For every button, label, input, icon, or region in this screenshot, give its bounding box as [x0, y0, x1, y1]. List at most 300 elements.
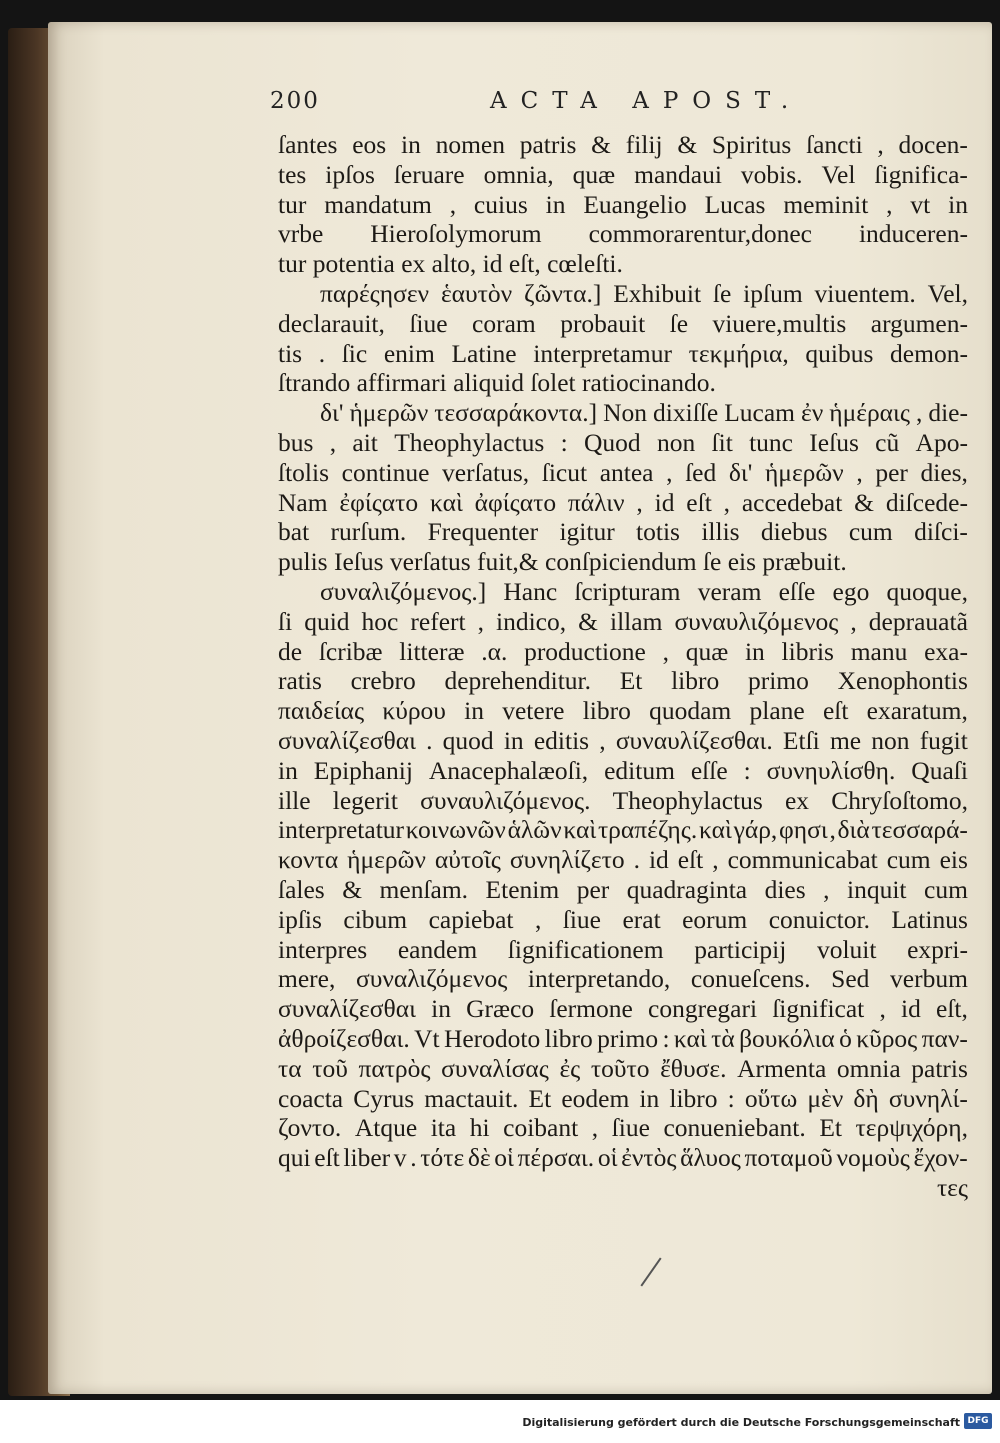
word: Hieroſolymorum [370, 219, 542, 249]
body-text [278, 130, 968, 1203]
word: Frequenter [427, 517, 539, 547]
word: Exhibuit [613, 278, 702, 308]
text-line [278, 160, 968, 190]
word: primo [597, 1023, 659, 1053]
word: Herodoto [443, 1023, 541, 1053]
word: diebus [760, 517, 828, 547]
word: coram [472, 308, 536, 338]
word: editis [533, 725, 590, 755]
text-line [278, 398, 968, 428]
word: γάρ, [733, 815, 778, 845]
word: οἱ [494, 1143, 514, 1173]
word: ἐς [559, 1053, 581, 1083]
word: mere, [278, 964, 336, 994]
catchword: τες [936, 1172, 968, 1202]
word: Nam [278, 487, 328, 517]
word: δι' [320, 398, 344, 428]
word: eorum [682, 904, 748, 934]
word: ἅλυος [680, 1143, 741, 1173]
word: , [856, 457, 863, 487]
word: , [877, 130, 884, 159]
word: ſignifica- [874, 159, 968, 189]
word: exa- [924, 636, 968, 666]
word: ἡμερῶν [347, 845, 426, 875]
text-line [278, 428, 968, 458]
word: patris [911, 1053, 968, 1083]
word: ita [430, 1113, 457, 1143]
word: : [727, 1083, 735, 1113]
word: Quaſi [911, 755, 968, 785]
word: νομοὺς [836, 1143, 910, 1173]
word: quid [304, 606, 350, 636]
word: fugit [919, 725, 968, 755]
word: , [636, 487, 643, 517]
word: id [648, 845, 669, 875]
text-line: ſtrando affirmari aliquid ſolet ratiocinando. [278, 368, 716, 398]
word: .α. [481, 636, 508, 666]
word: ſantes [278, 130, 338, 159]
word: per [875, 457, 908, 487]
word: Vt [414, 1023, 440, 1053]
word: viuere,multis [712, 308, 847, 338]
word: , [829, 815, 836, 845]
word: & [578, 606, 598, 636]
word: Vel, [927, 278, 968, 308]
word: δὲ [467, 1143, 491, 1173]
word: plane [749, 696, 805, 726]
word: & [677, 130, 698, 159]
word: τεσσαρά- [871, 815, 968, 845]
text-line [278, 696, 968, 726]
word: interpretando, [527, 964, 671, 994]
word: refert [410, 606, 466, 636]
word: Epiphanij [313, 755, 413, 785]
word: Theophylactus [394, 427, 545, 457]
word: τεσσαράκοντα.] [434, 398, 598, 428]
word: οὕτω [744, 1083, 798, 1113]
word: omnia [836, 1053, 901, 1083]
word: nomen [435, 130, 505, 159]
word: ſe [712, 278, 732, 308]
text-line [278, 875, 968, 905]
word: συναυλιζόμενος [674, 606, 839, 636]
word: diſcede- [885, 487, 968, 517]
text-line [278, 1113, 968, 1143]
word: Latine [451, 338, 517, 368]
word: , [477, 606, 484, 636]
word: τὰ [711, 1023, 735, 1053]
word: cum [848, 517, 893, 547]
text-line [278, 1084, 968, 1114]
word: in [744, 636, 765, 666]
word: qui [278, 1143, 311, 1173]
word: ſiue [409, 308, 448, 338]
word: ἑαυτὸν [440, 278, 513, 308]
word: eſſe [690, 755, 728, 785]
word: quadraginta [626, 874, 748, 904]
word: συναλιζόμενος.] [320, 576, 487, 606]
word: interpretamur [533, 338, 673, 368]
word: ἔχον- [913, 1143, 968, 1173]
word: in [278, 755, 298, 785]
word: ſermone [549, 994, 633, 1024]
word: συναλίσας [441, 1053, 549, 1083]
word: ζῶντα.] [524, 278, 602, 308]
word: quibus [805, 338, 874, 368]
text-line [278, 488, 968, 518]
word: , [712, 845, 719, 875]
text-line [278, 607, 968, 637]
word: Spiritus [711, 130, 792, 159]
word: συναλιζόμενος [355, 964, 508, 994]
word: tes [278, 159, 307, 189]
word: conuictor. [768, 904, 870, 934]
word: Et [619, 666, 643, 696]
word: Non [603, 398, 648, 428]
text-line [278, 339, 968, 369]
word: bus [278, 427, 314, 457]
word: eſſe [778, 576, 816, 606]
word: eſt [686, 487, 712, 517]
word: cuius [473, 189, 528, 219]
word: κοντα [278, 845, 339, 875]
dfg-logo: DFG [964, 1413, 992, 1429]
word: quæ [572, 159, 616, 189]
word: in [503, 725, 524, 755]
word: eſt, [936, 994, 968, 1024]
word: πάλιν [567, 487, 625, 517]
word: rurſum. [330, 517, 407, 547]
word: τερψιχόρη, [855, 1113, 968, 1143]
word: eodem [561, 1083, 630, 1113]
word: ἐν [801, 398, 824, 428]
word: Atque [354, 1113, 418, 1143]
word: ὁ [839, 1023, 852, 1053]
word: eſt [677, 845, 704, 875]
word: ſignificat [772, 994, 865, 1024]
word: libris [781, 636, 834, 666]
word: συνηλίζετο [509, 845, 625, 875]
word: veram [697, 576, 762, 606]
word: παρέςησεν [320, 278, 430, 308]
word: vt [910, 189, 931, 219]
word: τοῦ [312, 1053, 348, 1083]
word: , [599, 725, 606, 755]
word: & [854, 487, 874, 517]
footer-bar [0, 1400, 1000, 1443]
word: Latinus [891, 904, 968, 934]
word: Quod [584, 427, 641, 457]
word: enim [383, 338, 435, 368]
word: αὐτοῖς [434, 845, 501, 875]
word: continue [341, 457, 430, 487]
text-line [278, 905, 968, 935]
word: hi [469, 1113, 490, 1143]
word: ἁλῶν [507, 815, 562, 845]
word: ſicut [541, 457, 588, 487]
word: ſignificationem [507, 934, 664, 964]
word: , [591, 1113, 599, 1143]
word: τα [278, 1053, 302, 1083]
word: , [666, 457, 673, 487]
word: eis [939, 845, 968, 875]
text-line [278, 577, 968, 607]
text-line [278, 994, 968, 1024]
word: legerit [332, 785, 398, 815]
word: crebro [350, 666, 416, 696]
word: , [329, 427, 337, 457]
word: non [871, 725, 910, 755]
word: φησι [779, 815, 828, 845]
word: interpres [278, 934, 368, 964]
word: καὶ [673, 1023, 707, 1053]
word: Græco [466, 994, 535, 1024]
word: ſancti [806, 130, 863, 159]
running-title: ACTA APOST. [490, 88, 803, 114]
text-line [278, 666, 968, 696]
word: meminit [783, 189, 869, 219]
word: ſe [669, 308, 689, 338]
text-line [278, 1143, 968, 1173]
page-number: 200 [270, 88, 320, 114]
word: die- [928, 398, 968, 428]
word: communicabat [727, 845, 878, 875]
word: τραπέζης. [597, 815, 698, 845]
word: ait [352, 427, 378, 457]
word: eſt [314, 1143, 340, 1173]
word: ἡμερῶν [349, 398, 429, 428]
word: mandaui [634, 159, 722, 189]
word: ſales [278, 874, 325, 904]
footer-credit: Digitalisierung gefördert durch die Deutsche Forschungsgemeinschaft [522, 1416, 960, 1429]
word: viuentem. [814, 278, 916, 308]
word: cũ [875, 427, 900, 457]
word: tur [278, 189, 307, 219]
word: ex [784, 785, 810, 815]
word: dixiſſe [653, 398, 719, 428]
word: Lucas [704, 189, 766, 219]
word: κύρου [382, 696, 446, 726]
word: , [879, 994, 886, 1024]
word: . [318, 338, 326, 368]
word: Xenophontis [837, 666, 968, 696]
word: antea [599, 457, 654, 487]
word: patris [519, 130, 577, 159]
text-line [278, 458, 968, 488]
word: Theophylactus [612, 785, 763, 815]
word: libro [544, 1023, 593, 1053]
word: Hanc [503, 576, 558, 606]
word: me [829, 725, 862, 755]
word: συναυλιζόμενος. [420, 785, 591, 815]
text-line [278, 309, 968, 339]
text-line [278, 1024, 968, 1054]
word: cum [924, 874, 968, 904]
word: ego [832, 576, 870, 606]
text-line [278, 815, 968, 845]
text-line [278, 190, 968, 220]
word: non [656, 427, 696, 457]
word: δὴ [853, 1083, 879, 1113]
word: Ieſus [809, 427, 859, 457]
word: ille [278, 785, 311, 815]
word: in [948, 189, 968, 219]
word: παιδείας [278, 696, 365, 726]
word: manu [850, 636, 908, 666]
word: editum [604, 755, 675, 785]
word: mandatum [324, 189, 432, 219]
word: mactauit. [424, 1083, 519, 1113]
word: πέρσαι. [517, 1143, 595, 1173]
word: ſiue [611, 1113, 650, 1143]
word: ἔθυσε. [660, 1053, 727, 1083]
word: quoque, [886, 576, 968, 606]
word: in [545, 189, 566, 219]
word: expri- [907, 934, 968, 964]
word: , [723, 487, 730, 517]
word: totis [636, 517, 680, 547]
word: ſeruare [393, 159, 465, 189]
word: id [654, 487, 675, 517]
text-line [278, 756, 968, 786]
word: illis [701, 517, 740, 547]
word: exaratum, [866, 696, 968, 726]
word: de [278, 636, 303, 666]
word: ipſum [743, 278, 803, 308]
word: productione [524, 636, 646, 666]
word: commorarentur,donec [588, 219, 813, 249]
word: diſci- [914, 517, 968, 547]
word: demon- [890, 338, 968, 368]
word: ſit [711, 427, 733, 457]
word: Chryſoſtomo, [831, 785, 968, 815]
word: , [662, 636, 669, 666]
word: διὰ [837, 815, 870, 845]
word: Vel [821, 159, 856, 189]
word: in [464, 696, 484, 726]
word: ἡμερῶν [764, 457, 844, 487]
word: : [743, 755, 751, 785]
word: ſcripturam [574, 576, 681, 606]
word: ſcribæ [318, 636, 383, 666]
word: tis [278, 338, 303, 368]
word: docen- [898, 130, 968, 159]
word: quæ [685, 636, 729, 666]
word: Anacephalæoſi, [428, 755, 589, 785]
word: συναυλίζεσθαι. [615, 725, 773, 755]
word: συναλίζεσθαι [278, 994, 416, 1024]
word: libro [669, 1083, 718, 1113]
word: hoc [361, 606, 399, 636]
word: ſi [278, 606, 293, 636]
word: Sed [831, 964, 870, 994]
text-line [278, 637, 968, 667]
word: voluit [816, 934, 877, 964]
word: id [901, 994, 921, 1024]
word: vetere [502, 696, 565, 726]
word: καὶ [698, 815, 732, 845]
word: ſed [685, 457, 717, 487]
word: erat [622, 904, 661, 934]
word: omnia, [483, 159, 554, 189]
word: coacta [278, 1083, 344, 1113]
word: & [591, 130, 611, 159]
word: τοῦτο [590, 1053, 650, 1083]
word: conueniebant. [663, 1113, 806, 1143]
text-line [278, 517, 968, 547]
word: deprauatã [868, 606, 968, 636]
word: coibant [503, 1113, 579, 1143]
text-line [278, 279, 968, 309]
word: & [342, 874, 363, 904]
word: eandem [397, 934, 478, 964]
text-line [278, 219, 968, 249]
word: βουκόλια [739, 1023, 835, 1053]
word: Armenta [737, 1053, 827, 1083]
word: , [915, 398, 923, 428]
word: κοινωνῶν [405, 815, 506, 845]
word: καὶ [563, 815, 597, 845]
word: verbum [890, 964, 968, 994]
word: ſic [341, 338, 368, 368]
word: τεκμήρια, [688, 338, 789, 368]
word: ἐφίςατο [339, 487, 419, 517]
word: in [639, 1083, 660, 1113]
word: induceren- [858, 219, 968, 249]
word: primo [747, 666, 809, 696]
word: συνηυλίσθη. [766, 755, 896, 785]
word: cibum [343, 904, 408, 934]
word: παν- [921, 1023, 968, 1053]
word: filij [625, 130, 663, 159]
text-line [278, 964, 968, 994]
word: bat [278, 517, 310, 547]
word: dies [764, 874, 806, 904]
word: ἀθροίζεσθαι. [278, 1023, 410, 1053]
word: v [393, 1143, 407, 1173]
word: accedebat [741, 487, 843, 517]
word: deprehenditur. [444, 666, 592, 696]
word: ζοντο. [278, 1113, 342, 1143]
word: ipſos [325, 159, 375, 189]
word: ſiue [562, 904, 602, 934]
word: ποταμοῦ [744, 1143, 833, 1173]
word: , [449, 189, 457, 219]
word: Apo- [915, 427, 968, 457]
word: libro [671, 666, 720, 696]
word: conueſcens. [690, 964, 811, 994]
word: libro [582, 696, 631, 726]
word: probauit [560, 308, 646, 338]
word: Etſi [782, 725, 820, 755]
word: cum [886, 845, 931, 875]
word: argumen- [870, 308, 968, 338]
word: in [431, 994, 451, 1024]
text-line [278, 130, 968, 160]
text-line: pulis Ieſus verſatus fuit,& conſpiciendum ſe eis præbuit. [278, 547, 847, 577]
word: liber [343, 1143, 391, 1173]
word: ſtolis [278, 457, 330, 487]
word: οἱ [597, 1143, 618, 1173]
word: ipſis [278, 904, 322, 934]
word: verſatus, [442, 457, 530, 487]
word: ἀφίςατο [474, 487, 557, 517]
word: Etenim [485, 874, 560, 904]
text-line [278, 786, 968, 816]
word: ἐντὸς [621, 1143, 677, 1173]
word: κῦρος [856, 1023, 918, 1053]
word: , [850, 606, 857, 636]
